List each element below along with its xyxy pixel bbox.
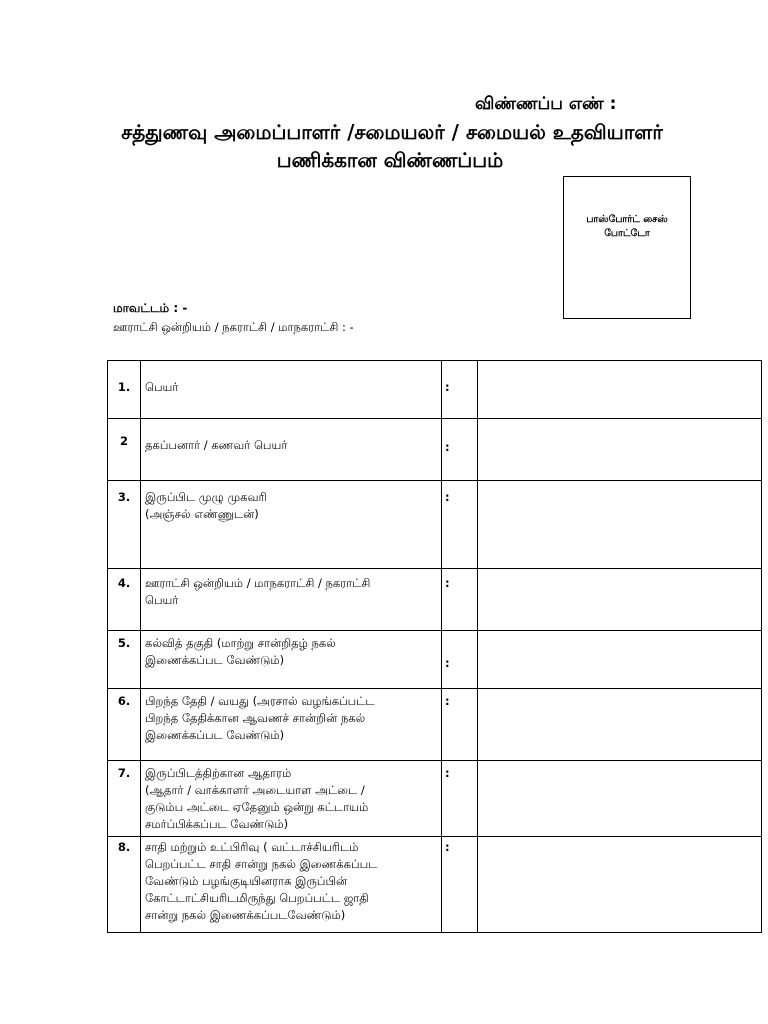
row-number: 2	[108, 419, 141, 481]
field-colon: :	[442, 761, 478, 837]
field-value-cell[interactable]	[478, 569, 762, 631]
field-label-line: சான்று நகல் இணைக்கப்படவேண்டும்)	[145, 908, 346, 922]
form-subtitle: பணிக்கான விண்ணப்பம்	[276, 148, 504, 172]
field-label	[141, 761, 442, 837]
field-label	[141, 631, 442, 689]
field-label-line: (ஆதார் / வாக்காளர் அடையாள அட்டை /	[145, 783, 365, 797]
form-title: சத்துணவு அமைப்பாளர் /சமையலர் / சமையல் உதவியாளர்	[121, 120, 663, 144]
field-value-cell[interactable]	[478, 761, 762, 837]
form-row	[108, 631, 762, 689]
field-value-cell[interactable]	[478, 361, 762, 419]
form-row	[108, 689, 762, 761]
local-body-label: ஊராட்சி ஒன்றியம் / நகராட்சி / மாநகராட்சி : -	[113, 320, 354, 334]
field-colon: :	[442, 569, 478, 631]
field-label-line: வேண்டும் பழங்குடியினராக இருப்பின்	[145, 874, 348, 888]
application-form-table	[107, 360, 762, 933]
form-row	[108, 361, 762, 419]
field-value-cell[interactable]	[478, 419, 762, 481]
field-label-line: இருப்பிடத்திற்கான ஆதாரம்	[145, 766, 292, 780]
field-label	[141, 361, 442, 419]
field-label-line: பிறந்த தேதிக்கான ஆவணச் சான்றின் நகல்	[145, 711, 366, 725]
field-value-cell[interactable]	[478, 689, 762, 761]
field-label	[141, 689, 442, 761]
form-row	[108, 481, 762, 569]
application-number-label: விண்ணப்ப எண் :	[475, 94, 617, 114]
field-label	[141, 481, 442, 569]
field-colon: :	[442, 631, 478, 689]
row-number: 8.	[108, 837, 141, 933]
field-label-line: இருப்பிட முழு முகவரி	[145, 490, 267, 504]
field-colon: :	[442, 837, 478, 933]
field-label-line: பெறப்பட்ட சாதி சான்று நகல் இணைக்கப்பட	[145, 857, 378, 871]
district-label: மாவட்டம் : -	[113, 301, 188, 315]
field-label-line: கோட்டாட்சியரிடமிருந்து பெறப்பட்ட ஜாதி	[145, 891, 369, 905]
field-label-line: ஊராட்சி ஒன்றியம் / மாநகராட்சி / நகராட்சி	[145, 576, 371, 590]
field-label-line: கல்வித் தகுதி (மாற்று சான்றிதழ் நகல்	[145, 636, 336, 650]
field-value-cell[interactable]	[478, 481, 762, 569]
field-value-cell[interactable]	[478, 837, 762, 933]
field-label	[141, 837, 442, 933]
row-number: 6.	[108, 689, 141, 761]
field-label-line: (அஞ்சல் எண்ணுடன்)	[145, 507, 259, 521]
form-row	[108, 569, 762, 631]
field-label-line: சமர்ப்பிக்கப்பட வேண்டும்)	[145, 817, 289, 831]
field-value-cell[interactable]	[478, 631, 762, 689]
field-colon: :	[442, 689, 478, 761]
field-label-line: பெயர்	[145, 593, 179, 607]
photo-caption: பாஸ்போர்ட் சைஸ் போட்டோ	[586, 214, 668, 239]
field-label-line: சாதி மற்றும் உட்பிரிவு ( வட்டாச்சியரிடம்	[145, 840, 359, 854]
field-label-line: குடும்ப அட்டை ஏதேனும் ஒன்று கட்டாயம்	[145, 800, 369, 814]
field-label	[141, 569, 442, 631]
row-number: 7.	[108, 761, 141, 837]
passport-photo-box	[563, 176, 691, 319]
row-number: 4.	[108, 569, 141, 631]
field-colon: :	[442, 481, 478, 569]
field-colon: :	[442, 361, 478, 419]
field-label-line: பிறந்த தேதி / வயது (அரசால் வழங்கப்பட்ட	[145, 694, 375, 708]
field-label	[141, 419, 442, 481]
row-number: 3.	[108, 481, 141, 569]
field-label-line: இணைக்கப்பட வேண்டும்)	[145, 728, 285, 742]
field-label-line: பெயர்	[145, 380, 179, 394]
field-label-line: தகப்பனார் / கணவர் பெயர்	[145, 438, 288, 452]
form-row	[108, 761, 762, 837]
row-number: 1.	[108, 361, 141, 419]
form-row	[108, 419, 762, 481]
field-colon: :	[442, 419, 478, 481]
row-number: 5.	[108, 631, 141, 689]
form-row	[108, 837, 762, 933]
field-label-line: இணைக்கப்பட வேண்டும்)	[145, 653, 285, 667]
